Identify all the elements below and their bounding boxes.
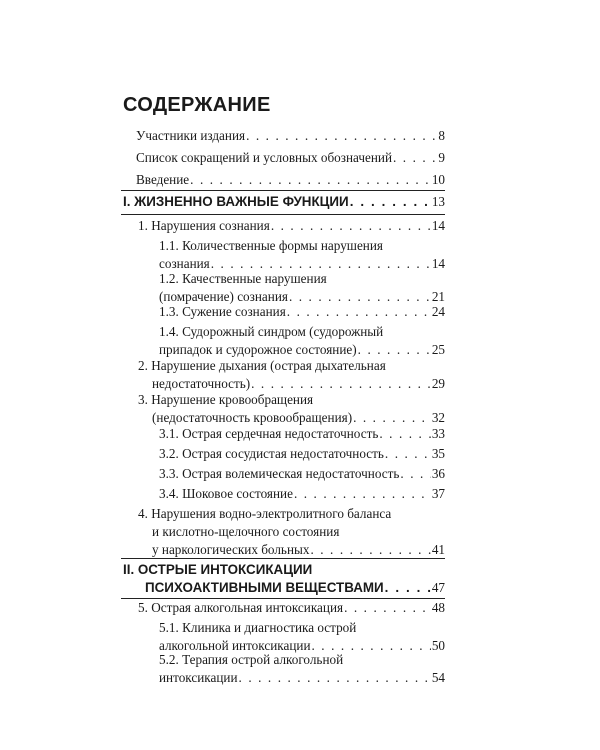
toc-entry-alcohol-intoxication[interactable] xyxy=(138,599,445,617)
page-number: 47 xyxy=(431,580,445,595)
leader-dots xyxy=(350,193,431,211)
page-number: 35 xyxy=(431,446,445,461)
toc-entry-title: алкогольной интоксикации xyxy=(159,638,311,653)
toc-entry-title: 1.3. Сужение сознания xyxy=(159,304,286,319)
leader-dots xyxy=(310,541,430,559)
toc-entry-abbreviations[interactable] xyxy=(136,149,445,167)
toc-entry-title: сознания xyxy=(159,256,210,271)
toc-part-acute-intoxications[interactable] xyxy=(123,561,445,597)
toc-entry-circulation[interactable] xyxy=(138,391,445,427)
toc-entry-title: 3.4. Шоковое состояние xyxy=(159,486,293,501)
divider-rule xyxy=(121,558,445,559)
toc-entry-introduction[interactable] xyxy=(136,171,445,189)
leader-dots xyxy=(271,217,431,235)
toc-entry-title: Введение xyxy=(136,172,190,187)
page-number: 29 xyxy=(431,376,445,391)
page-number: 10 xyxy=(431,172,445,187)
page-number: 36 xyxy=(431,466,445,481)
toc-entry-title: Список сокращений и условных обозначений xyxy=(136,150,392,165)
toc-entry-title: припадок и судорожное состояние) xyxy=(159,342,357,357)
leader-dots xyxy=(239,669,431,687)
leader-dots xyxy=(385,579,431,597)
toc-entry-title-line: 2. Нарушение дыхания (острая дыхательная xyxy=(138,358,386,373)
toc-entry-title-line: 4. Нарушения водно-электролитного баланса xyxy=(138,506,392,521)
toc-entry-title: недостаточность) xyxy=(152,376,251,391)
toc-entry-title: интоксикации xyxy=(159,670,238,685)
toc-part-vital-functions[interactable] xyxy=(123,193,445,211)
toc-entry-title: у наркологических больных xyxy=(152,542,310,557)
page-title: СОДЕРЖАНИЕ xyxy=(123,94,271,116)
page-number: 50 xyxy=(431,638,445,653)
page-number: 24 xyxy=(431,304,445,319)
toc-entry-narrowing[interactable] xyxy=(159,303,445,321)
divider-rule xyxy=(121,214,445,215)
toc-entry-title-line: и кислотно-щелочного состояния xyxy=(152,524,340,539)
leader-dots xyxy=(287,303,431,321)
toc-entry-clinic-diagnostics[interactable] xyxy=(159,619,445,655)
page-number: 54 xyxy=(431,670,445,685)
toc-entry-title: Участники издания xyxy=(136,128,246,143)
toc-entry-title: (недостаточность кровообращения) xyxy=(152,410,353,425)
page-number: 21 xyxy=(431,289,445,304)
leader-dots xyxy=(379,425,430,443)
leader-dots xyxy=(393,149,437,167)
page-number: 32 xyxy=(431,410,445,425)
toc-entry-water-electrolyte[interactable] xyxy=(138,505,445,559)
toc-entry-shock[interactable] xyxy=(159,485,445,503)
toc-part-title-line: II. ОСТРЫЕ ИНТОКСИКАЦИИ xyxy=(123,562,313,577)
toc-entry-title: 3.1. Острая сердечная недостаточность xyxy=(159,426,379,441)
toc-entry-title: 3.3. Острая волемическая недостаточность xyxy=(159,466,400,481)
toc-entry-title-line: 3. Нарушение кровообращения xyxy=(138,392,314,407)
toc-part-title: ПСИХОАКТИВНЫМИ ВЕЩЕСТВАМИ xyxy=(145,580,384,595)
toc-entry-contributors[interactable] xyxy=(136,127,445,145)
divider-rule xyxy=(121,190,445,191)
toc-entry-consciousness[interactable] xyxy=(138,217,445,235)
leader-dots xyxy=(400,465,430,483)
toc-entry-quantitative-forms[interactable] xyxy=(159,237,445,273)
toc-entry-title-line: 5.2. Терапия острой алкогольной xyxy=(159,652,344,667)
leader-dots xyxy=(294,485,431,503)
leader-dots xyxy=(190,171,431,189)
toc-entry-title: 5. Острая алкогольная интоксикация xyxy=(138,600,344,615)
page-number: 14 xyxy=(431,256,445,271)
toc-entry-qualitative-disorders[interactable] xyxy=(159,270,445,306)
page-number: 33 xyxy=(431,426,445,441)
toc-entry-therapy[interactable] xyxy=(159,651,445,687)
toc-entry-convulsive-syndrome[interactable] xyxy=(159,323,445,359)
page-number: 8 xyxy=(438,128,445,143)
leader-dots xyxy=(246,127,437,145)
toc-entry-title-line: 5.1. Клиника и диагностика острой xyxy=(159,620,357,635)
page-number: 41 xyxy=(431,542,445,557)
toc-part-title: I. ЖИЗНЕННО ВАЖНЫЕ ФУНКЦИИ xyxy=(123,194,349,209)
toc-entry-cardiac-insufficiency[interactable] xyxy=(159,425,445,443)
page-number: 37 xyxy=(431,486,445,501)
page-number: 9 xyxy=(438,150,445,165)
page-number: 25 xyxy=(431,342,445,357)
toc-entry-breathing[interactable] xyxy=(138,357,445,393)
page-number: 48 xyxy=(431,600,445,615)
toc-entry-title: (помрачение) сознания xyxy=(159,289,288,304)
toc-entry-title: 3.2. Острая сосудистая недостаточность xyxy=(159,446,384,461)
page-number: 14 xyxy=(431,218,445,233)
page-number: 13 xyxy=(431,194,445,209)
leader-dots xyxy=(385,445,431,463)
toc-entry-title-line: 1.4. Судорожный синдром (судорожный xyxy=(159,324,384,339)
toc-entry-volemic-insufficiency[interactable] xyxy=(159,465,445,483)
toc-entry-title-line: 1.2. Качественные нарушения xyxy=(159,271,327,286)
toc-entry-title: 1. Нарушения сознания xyxy=(138,218,270,233)
toc-entry-title-line: 1.1. Количественные формы нарушения xyxy=(159,238,383,253)
toc-entry-vascular-insufficiency[interactable] xyxy=(159,445,445,463)
leader-dots xyxy=(344,599,431,617)
